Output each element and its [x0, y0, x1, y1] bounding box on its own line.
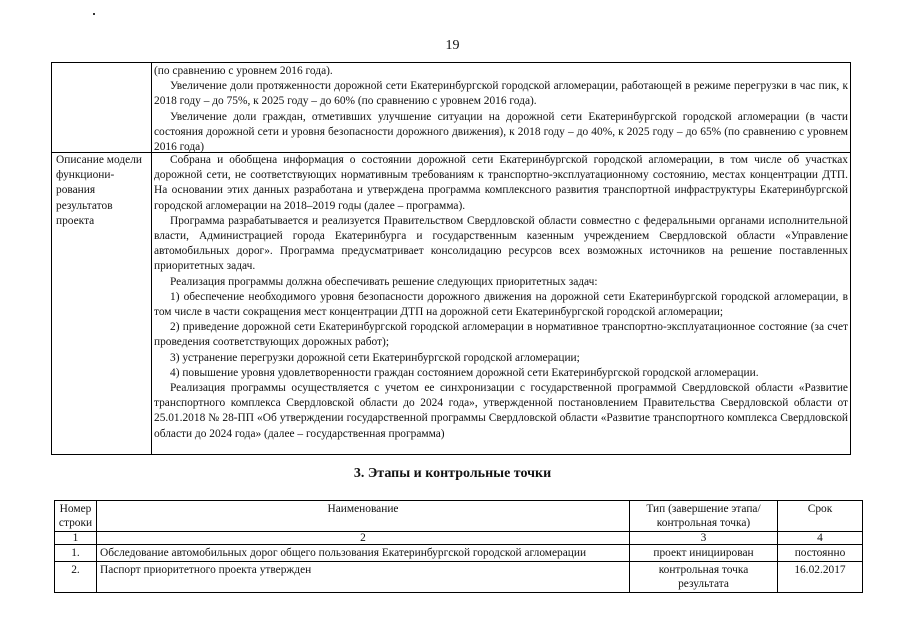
row-name: Обследование автомобильных дорог общего пользования Екатеринбургской городской агломерации	[97, 545, 630, 562]
continuation-cell	[154, 64, 848, 155]
header-deadline: Срок	[778, 501, 863, 532]
index-cell: 3	[630, 532, 778, 545]
column-divider	[151, 63, 152, 454]
continuation-paragraph: Увеличение доли протяженности дорожной сети Екатеринбургской городской агломерации, работающей в режиме перегрузки в час пик, к 2018 году – до 75%, к 2025 году – до 60% (по сравнению с уровнем 2016 года).	[154, 80, 848, 108]
header-type: Тип (завершение этапа/контрольная точка)	[630, 501, 778, 532]
table-row	[55, 545, 863, 562]
description-paragraph: 3) устранение перегрузки дорожной сети Екатеринбургской городской агломерации;	[170, 351, 580, 364]
table-index-row	[55, 532, 863, 545]
description-paragraph: 1) обеспечение необходимого уровня безопасности дорожного движения на дорожной сети Екатеринбургской городской агломерации, в том числе в части сокращения мест концентрации ДТП на дорожной сети Екатеринбургской городской агломерации;	[154, 290, 848, 319]
continuation-paragraph: Увеличение доли граждан, отметивших улучшение ситуации на дорожной сети Екатеринбургской городской агломерации (в части состояния дорожной сети и уровня безопасности дорожного движения), к 2018 году – до 40%, к 2025 году – до 65% (по сравнению с уровнем 2016 года)	[154, 110, 848, 154]
continuation-paragraph: (по сравнению с уровнем 2016 года).	[154, 65, 333, 77]
description-paragraph: Реализация программы осуществляется с учетом ее синхронизации с государственной программой Свердловской области «Развитие транспортного комплекса Свердловской области до 2024 года», утвержденной постановлением Правительства Свердловской области от 25.01.2018 № 28-ПП «Об утверждении государственной программы Свердловской области «Развитие транспортного комплекса Свердловской области до 2024 года» (далее – государственная программа)	[154, 382, 848, 440]
stages-table	[54, 500, 863, 593]
description-paragraph: 2) приведение дорожной сети Екатеринбургской городской агломерации в нормативное транспортно-эксплуатационное состояние (за счет проведения соответствующих дорожных работ);	[154, 321, 848, 349]
description-paragraph: Собрана и обобщена информация о состоянии дорожной сети Екатеринбургской городской агломерации, в том числе об участках дорожной сети, не соответствующих нормативным требованиям к транспортно-эксплуатационному состоянию, местах концентрации ДТП. На основании этих данных разработана и утверждена программа комплексного развития транспортной инфраструктуры Екатеринбургской городской агломерации на 2018–2019 годы (далее – программа).	[154, 154, 848, 212]
description-label: Описание модели функциони-рования результатов проекта	[56, 154, 142, 227]
description-cell	[154, 153, 848, 442]
row-type: контрольная точка результата	[630, 562, 778, 593]
row-type: проект инициирован	[630, 545, 778, 562]
row-number: 2.	[55, 562, 97, 593]
index-cell: 1	[55, 532, 97, 545]
row-deadline: 16.02.2017	[778, 562, 863, 593]
table-header-row	[55, 501, 863, 532]
table-row	[55, 562, 863, 593]
row-deadline: постоянно	[778, 545, 863, 562]
row-number: 1.	[55, 545, 97, 562]
header-name: Наименование	[97, 501, 630, 532]
description-paragraph: Программа разрабатывается и реализуется Правительством Свердловской области совместно с федеральными органами исполнительной власти, Администрацией города Екатеринбурга и государственным казенным учреждением Свердловской области «Управление автомобильных дорог». Программа предусматривает консолидацию ресурсов всех возможных источников на решение поставленных приоритетных задач.	[154, 214, 848, 273]
index-cell: 4	[778, 532, 863, 545]
row-name: Паспорт приоритетного проекта утвержден	[97, 562, 630, 593]
description-paragraph: Реализация программы должна обеспечивать решение следующих приоритетных задач:	[170, 275, 598, 288]
scan-speck	[93, 13, 95, 15]
project-description-table	[51, 62, 851, 455]
header-row-number: Номер строки	[55, 501, 97, 532]
page-number: 19	[445, 38, 460, 53]
description-paragraph: 4) повышение уровня удовлетворенности граждан состоянием дорожной сети Екатеринбургской городской агломерации.	[170, 366, 759, 379]
index-cell: 2	[97, 532, 630, 545]
section-title: 3. Этапы и контрольные точки	[353, 466, 552, 481]
